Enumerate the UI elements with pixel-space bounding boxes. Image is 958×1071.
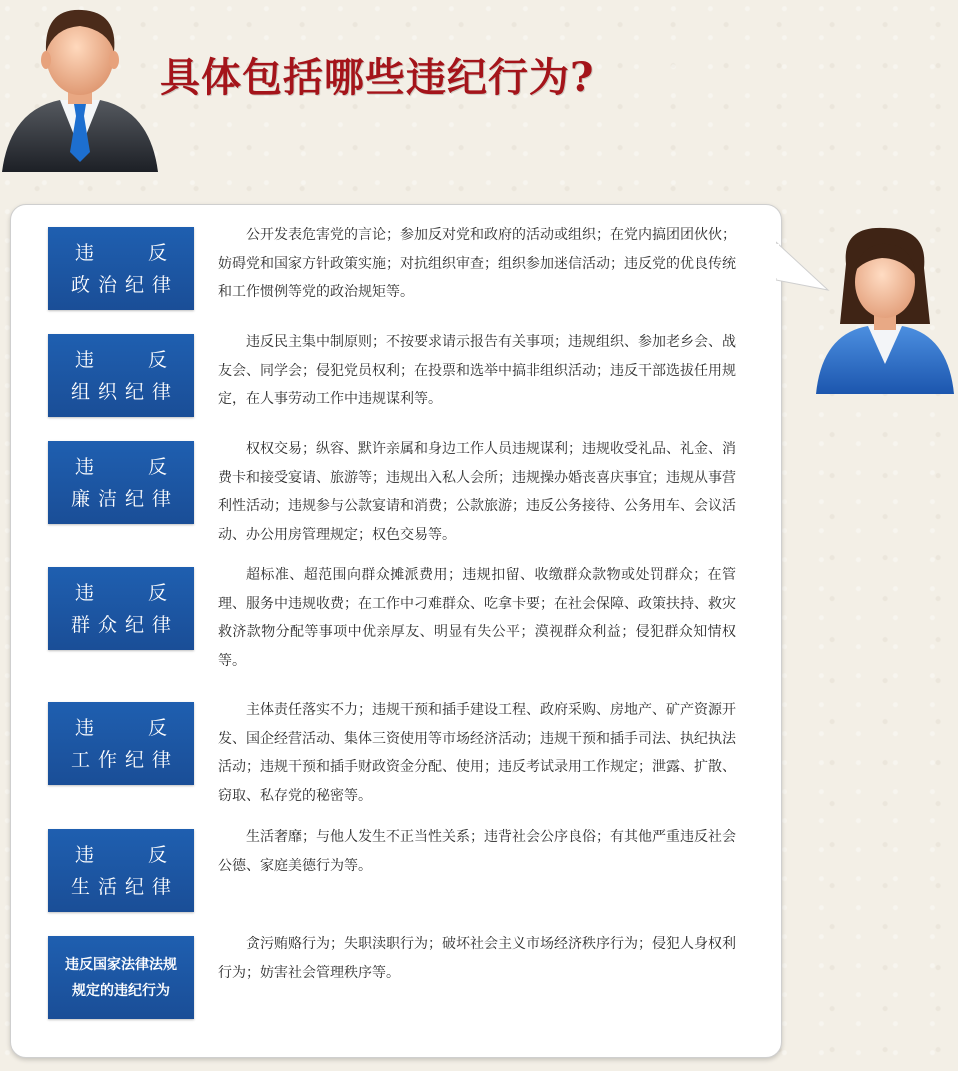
badge-line2: 政治纪律 [70, 273, 179, 296]
badge-line2: 生活纪律 [70, 875, 179, 898]
badge-line2: 廉洁纪律 [70, 487, 179, 510]
category-description: 公开发表危害党的言论；参加反对党和政府的活动或组织；在党内搞团团伙伙；妨碍党和国家方针政策实施；对抗组织审查；组织参加迷信活动；违反党的优良传统和工作惯例等党的政治规矩等。 [218, 227, 736, 300]
badge-line1: 违 反 [74, 843, 192, 866]
badge-line1: 违 反 [74, 241, 192, 264]
badge-line1: 违反国家法律法规 [65, 956, 177, 973]
category-badge [48, 441, 194, 524]
category-description: 主体责任落实不力；违规干预和插手建设工程、政府采购、房地产、矿产资源开发、国企经营活动、集体三资使用等市场经济活动；违规干预和插手司法、执纪执法活动；违规干预和插手财政资金分配、使用；违反考试录用工作规定；泄露、扩散、窃取、私存党的秘密等。 [218, 702, 736, 804]
badge-line2: 群众纪律 [70, 613, 179, 636]
category-badge [48, 936, 194, 1019]
male-avatar-icon [0, 0, 160, 180]
category-description: 超标准、超范围向群众摊派费用；违规扣留、收缴群众款物或处罚群众；在管理、服务中违规收费；在工作中刁难群众、吃拿卡要；在社会保障、政策扶持、救灾救济款物分配等事项中优亲厚友、明显有失公平；漠视群众利益；侵犯群众知情权等。 [218, 567, 736, 669]
badge-line1: 违 反 [74, 455, 192, 478]
category-description: 权权交易；纵容、默许亲属和身边工作人员违规谋利；违规收受礼品、礼金、消费卡和接受宴请、旅游等；违规出入私人会所；违规操办婚丧喜庆事宜；违规从事营利性活动；违规参与公款宴请和消费；公款旅游；违反公务接待、公务用车、会议活动、办公用房管理规定；权色交易等。 [218, 441, 736, 543]
badge-line2: 工作纪律 [70, 748, 179, 771]
category-badge [48, 829, 194, 912]
category-description: 贪污贿赂行为；失职渎职行为；破坏社会主义市场经济秩序行为；侵犯人身权利行为；妨害社会管理秩序等。 [218, 936, 736, 981]
female-avatar-icon [812, 224, 958, 400]
category-description: 生活奢靡；与他人发生不正当性关系；违背社会公序良俗；有其他严重违反社会公德、家庭美德行为等。 [218, 829, 736, 874]
category-badge [48, 702, 194, 785]
badge-line1: 违 反 [74, 581, 192, 604]
category-badge [48, 567, 194, 650]
page-title: 具体包括哪些违纪行为? [160, 54, 595, 101]
badge-line2: 组织纪律 [70, 380, 179, 403]
content-card [10, 204, 782, 1058]
badge-line1: 违 反 [74, 348, 192, 371]
badge-line1: 违 反 [74, 716, 192, 739]
category-badge [48, 227, 194, 310]
category-description: 违反民主集中制原则；不按要求请示报告有关事项；违规组织、参加老乡会、战友会、同学会；侵犯党员权利；在投票和选举中搞非组织活动；违反干部选拔任用规定，在人事劳动工作中违规谋利等。 [218, 334, 736, 407]
badge-line2: 规定的违纪行为 [72, 982, 170, 999]
category-badge [48, 334, 194, 417]
